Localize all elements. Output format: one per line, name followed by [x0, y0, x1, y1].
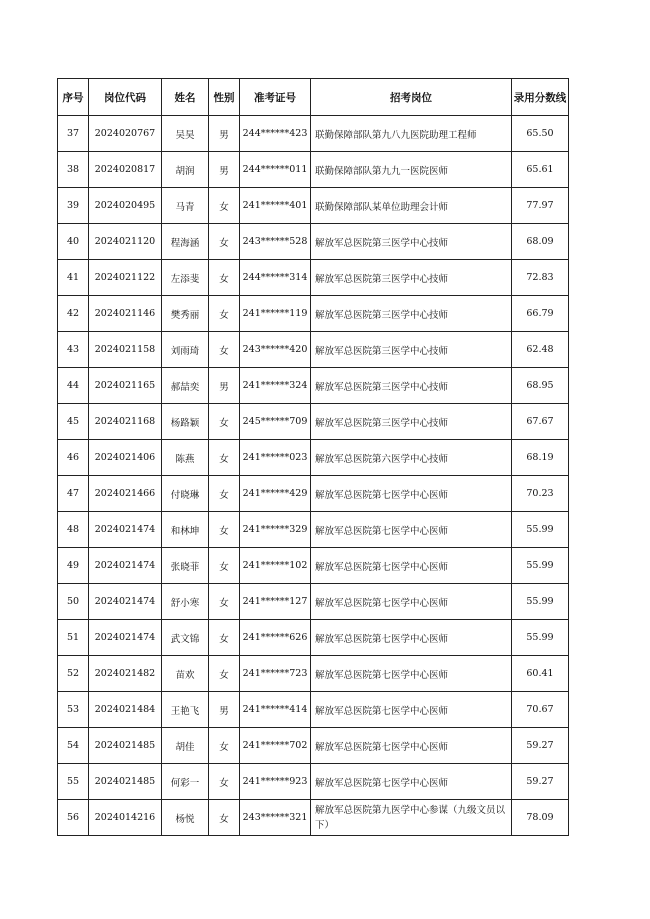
row-position: 解放军总医院第三医学中心技师	[311, 404, 512, 440]
row-name: 付晓琳	[162, 476, 209, 512]
row-gender: 女	[209, 656, 240, 692]
row-ticket-number: 241******329	[240, 512, 311, 548]
row-gender: 女	[209, 296, 240, 332]
row-position: 解放军总医院第六医学中心技师	[311, 440, 512, 476]
header-position-code: 岗位代码	[89, 79, 162, 116]
row-score: 70.67	[512, 692, 569, 728]
row-gender: 女	[209, 512, 240, 548]
row-name: 郝喆奕	[162, 368, 209, 404]
row-score: 65.61	[512, 152, 569, 188]
row-position-code: 2024021474	[89, 512, 162, 548]
row-ticket-number: 244******011	[240, 152, 311, 188]
row-position: 解放军总医院第三医学中心技师	[311, 332, 512, 368]
row-name: 马青	[162, 188, 209, 224]
row-position: 解放军总医院第七医学中心医师	[311, 656, 512, 692]
row-name: 樊秀丽	[162, 296, 209, 332]
row-seq: 54	[58, 728, 89, 764]
score-table	[57, 78, 569, 836]
row-score: 77.97	[512, 188, 569, 224]
row-ticket-number: 243******321	[240, 800, 311, 836]
header-row	[58, 79, 569, 116]
row-gender: 女	[209, 800, 240, 836]
row-seq: 45	[58, 404, 89, 440]
row-position: 解放军总医院第七医学中心医师	[311, 620, 512, 656]
row-position-code: 2024021406	[89, 440, 162, 476]
table-row	[58, 656, 569, 692]
row-ticket-number: 241******324	[240, 368, 311, 404]
row-gender: 女	[209, 728, 240, 764]
row-name: 张晓菲	[162, 548, 209, 584]
row-position: 联勤保障部队某单位助理会计师	[311, 188, 512, 224]
row-seq: 52	[58, 656, 89, 692]
row-seq: 46	[58, 440, 89, 476]
header-score: 录用分数线	[512, 79, 569, 116]
row-position-code: 2024021122	[89, 260, 162, 296]
header-ticket-number: 准考证号	[240, 79, 311, 116]
table-row	[58, 152, 569, 188]
table-row	[58, 188, 569, 224]
header-gender: 性别	[209, 79, 240, 116]
row-score: 55.99	[512, 584, 569, 620]
table-row	[58, 296, 569, 332]
row-ticket-number: 243******528	[240, 224, 311, 260]
row-ticket-number: 241******429	[240, 476, 311, 512]
row-position-code: 2024021482	[89, 656, 162, 692]
row-seq: 39	[58, 188, 89, 224]
row-score: 78.09	[512, 800, 569, 836]
row-name: 武文锦	[162, 620, 209, 656]
row-position-code: 2024014216	[89, 800, 162, 836]
table-row	[58, 692, 569, 728]
row-gender: 女	[209, 224, 240, 260]
row-gender: 男	[209, 368, 240, 404]
row-position-code: 2024021168	[89, 404, 162, 440]
row-ticket-number: 241******923	[240, 764, 311, 800]
row-position-code: 2024020767	[89, 116, 162, 152]
row-ticket-number: 241******626	[240, 620, 311, 656]
row-position: 解放军总医院第三医学中心技师	[311, 260, 512, 296]
row-gender: 女	[209, 476, 240, 512]
row-ticket-number: 241******119	[240, 296, 311, 332]
row-name: 杨悦	[162, 800, 209, 836]
row-gender: 女	[209, 764, 240, 800]
row-gender: 男	[209, 692, 240, 728]
row-seq: 43	[58, 332, 89, 368]
row-ticket-number: 241******127	[240, 584, 311, 620]
header-position: 招考岗位	[311, 79, 512, 116]
row-score: 66.79	[512, 296, 569, 332]
row-seq: 49	[58, 548, 89, 584]
row-position-code: 2024021165	[89, 368, 162, 404]
row-position-code: 2024021474	[89, 620, 162, 656]
row-score: 59.27	[512, 764, 569, 800]
table-row	[58, 440, 569, 476]
table-row	[58, 332, 569, 368]
row-ticket-number: 241******102	[240, 548, 311, 584]
row-score: 72.83	[512, 260, 569, 296]
row-position: 解放军总医院第七医学中心医师	[311, 764, 512, 800]
row-gender: 女	[209, 188, 240, 224]
row-score: 68.19	[512, 440, 569, 476]
row-position: 解放军总医院第七医学中心医师	[311, 476, 512, 512]
row-seq: 51	[58, 620, 89, 656]
table-row	[58, 728, 569, 764]
row-ticket-number: 241******414	[240, 692, 311, 728]
row-gender: 女	[209, 620, 240, 656]
row-position-code: 2024021474	[89, 584, 162, 620]
row-score: 62.48	[512, 332, 569, 368]
table-row	[58, 584, 569, 620]
row-score: 68.95	[512, 368, 569, 404]
row-name: 吴昊	[162, 116, 209, 152]
table-row	[58, 512, 569, 548]
row-seq: 56	[58, 800, 89, 836]
row-position-code: 2024021158	[89, 332, 162, 368]
row-name: 杨路颖	[162, 404, 209, 440]
table-row	[58, 368, 569, 404]
row-position-code: 2024021474	[89, 548, 162, 584]
row-name: 王艳飞	[162, 692, 209, 728]
row-position-code: 2024020495	[89, 188, 162, 224]
row-ticket-number: 244******423	[240, 116, 311, 152]
table-row	[58, 224, 569, 260]
row-seq: 48	[58, 512, 89, 548]
row-seq: 44	[58, 368, 89, 404]
row-seq: 37	[58, 116, 89, 152]
row-name: 胡佳	[162, 728, 209, 764]
row-gender: 女	[209, 404, 240, 440]
table-row	[58, 116, 569, 152]
row-position-code: 2024021484	[89, 692, 162, 728]
table-row	[58, 620, 569, 656]
row-score: 60.41	[512, 656, 569, 692]
row-ticket-number: 245******709	[240, 404, 311, 440]
header-seq: 序号	[58, 79, 89, 116]
row-name: 刘雨琦	[162, 332, 209, 368]
table-row	[58, 260, 569, 296]
row-position: 解放军总医院第三医学中心技师	[311, 368, 512, 404]
row-gender: 男	[209, 152, 240, 188]
row-gender: 女	[209, 548, 240, 584]
row-score: 67.67	[512, 404, 569, 440]
row-score: 55.99	[512, 620, 569, 656]
row-position-code: 2024021466	[89, 476, 162, 512]
row-ticket-number: 241******702	[240, 728, 311, 764]
row-position-code: 2024021146	[89, 296, 162, 332]
row-seq: 53	[58, 692, 89, 728]
row-position-code: 2024021485	[89, 728, 162, 764]
row-ticket-number: 243******420	[240, 332, 311, 368]
row-score: 55.99	[512, 548, 569, 584]
row-seq: 40	[58, 224, 89, 260]
row-position: 解放军总医院第七医学中心医师	[311, 548, 512, 584]
row-score: 55.99	[512, 512, 569, 548]
row-name: 程海涵	[162, 224, 209, 260]
row-ticket-number: 241******023	[240, 440, 311, 476]
row-name: 左添斐	[162, 260, 209, 296]
row-score: 68.09	[512, 224, 569, 260]
table-row	[58, 764, 569, 800]
row-ticket-number: 244******314	[240, 260, 311, 296]
row-seq: 50	[58, 584, 89, 620]
row-name: 苗欢	[162, 656, 209, 692]
row-position: 联勤保障部队第九八九医院助理工程师	[311, 116, 512, 152]
table-row	[58, 476, 569, 512]
row-gender: 女	[209, 584, 240, 620]
table-row	[58, 404, 569, 440]
row-score: 70.23	[512, 476, 569, 512]
row-name: 陈燕	[162, 440, 209, 476]
row-gender: 女	[209, 332, 240, 368]
row-score: 65.50	[512, 116, 569, 152]
row-seq: 38	[58, 152, 89, 188]
row-name: 和林坤	[162, 512, 209, 548]
row-position: 解放军总医院第九医学中心参谋（九级文员以下）	[311, 800, 512, 836]
row-gender: 女	[209, 440, 240, 476]
row-ticket-number: 241******401	[240, 188, 311, 224]
row-position-code: 2024020817	[89, 152, 162, 188]
row-position: 解放军总医院第三医学中心技师	[311, 224, 512, 260]
row-gender: 女	[209, 260, 240, 296]
header-name: 姓名	[162, 79, 209, 116]
row-position: 解放军总医院第七医学中心医师	[311, 692, 512, 728]
row-score: 59.27	[512, 728, 569, 764]
row-position: 解放军总医院第七医学中心医师	[311, 728, 512, 764]
row-position: 解放军总医院第七医学中心医师	[311, 512, 512, 548]
row-position-code: 2024021120	[89, 224, 162, 260]
row-name: 胡润	[162, 152, 209, 188]
table-row	[58, 800, 569, 836]
row-seq: 55	[58, 764, 89, 800]
row-seq: 42	[58, 296, 89, 332]
row-position: 联勤保障部队第九九一医院医师	[311, 152, 512, 188]
row-position: 解放军总医院第七医学中心医师	[311, 584, 512, 620]
table-row	[58, 548, 569, 584]
row-position: 解放军总医院第三医学中心技师	[311, 296, 512, 332]
row-seq: 41	[58, 260, 89, 296]
row-gender: 男	[209, 116, 240, 152]
row-position-code: 2024021485	[89, 764, 162, 800]
row-name: 舒小寒	[162, 584, 209, 620]
row-ticket-number: 241******723	[240, 656, 311, 692]
table-body	[58, 116, 569, 836]
row-name: 何彩一	[162, 764, 209, 800]
row-seq: 47	[58, 476, 89, 512]
